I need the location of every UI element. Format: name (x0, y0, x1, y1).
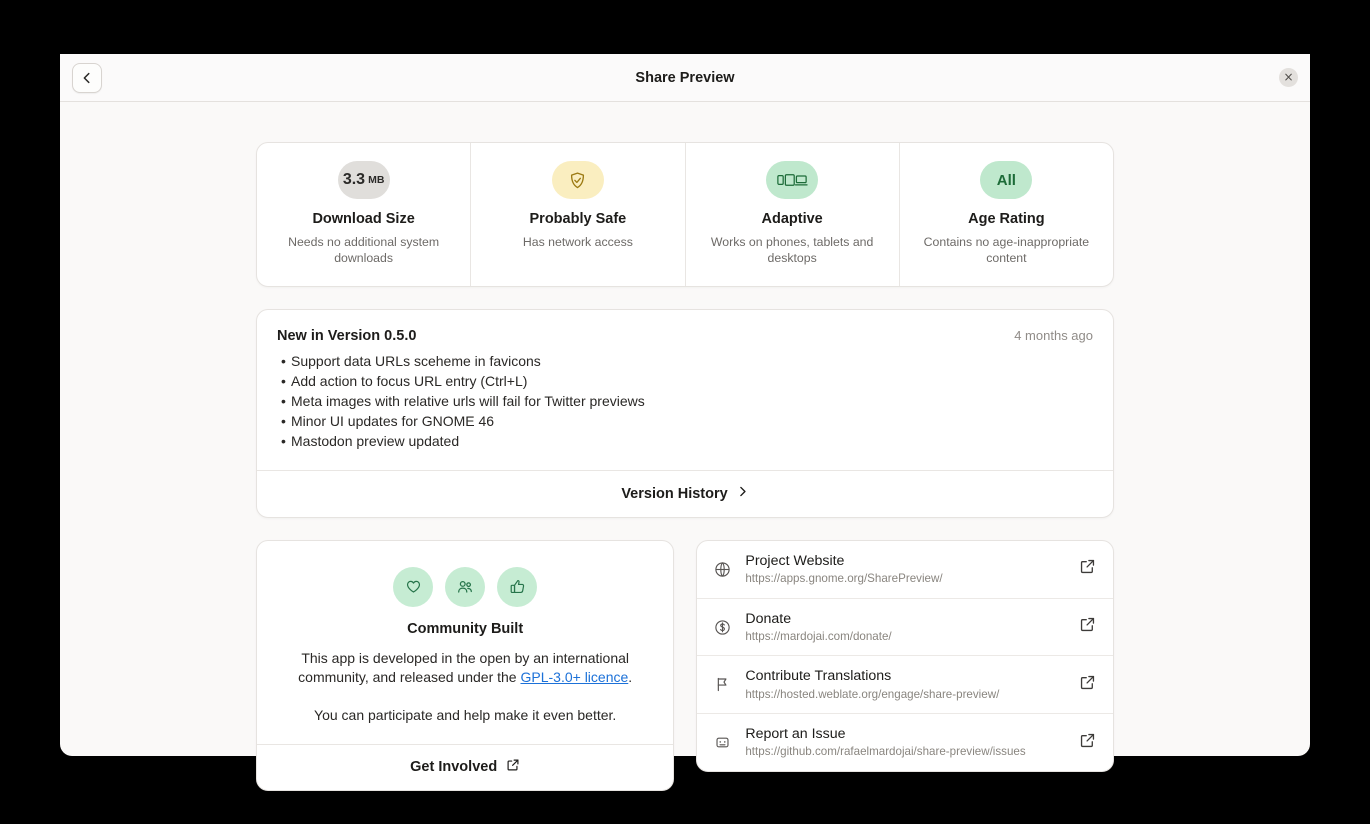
link-row-donate[interactable] (697, 599, 1113, 657)
app-stats-card (256, 142, 1114, 287)
external-link-icon[interactable] (1079, 616, 1097, 638)
list-item: • Mastodon preview updated (281, 432, 1093, 452)
community-text-after: . (628, 669, 633, 686)
link-row-report-issue[interactable] (697, 714, 1113, 771)
release-date: 4 months ago (1014, 328, 1093, 344)
link-title: Donate (745, 610, 792, 627)
community-paragraph-1 (281, 649, 649, 688)
community-card (256, 540, 674, 791)
stat-safety (471, 143, 685, 286)
external-link-icon[interactable] (1079, 558, 1097, 580)
age-rating-badge: All (980, 161, 1032, 199)
link-row-project-website[interactable] (697, 541, 1113, 599)
list-item: • Add action to focus URL entry (Ctrl+L) (281, 372, 1093, 392)
stat-description: Has network access (522, 235, 633, 249)
release-notes-list (257, 350, 1113, 469)
devices-icon (766, 161, 818, 199)
people-icon (445, 567, 485, 607)
chevron-left-icon (80, 71, 94, 85)
globe-icon (713, 561, 731, 578)
download-size-value: 3.3 (342, 171, 366, 188)
external-link-icon (506, 758, 520, 776)
version-history-button[interactable] (257, 471, 1113, 517)
link-title: Report an Issue (745, 726, 846, 743)
content-scroll-area[interactable] (60, 102, 1310, 791)
stat-title: Adaptive (761, 211, 823, 227)
community-icons (281, 567, 649, 607)
link-url: https://mardojai.com/donate/ (745, 629, 892, 643)
stat-description: Contains no age-inappropriate content (923, 235, 1090, 265)
community-text-before: This app is developed in the open by an international community, and released under the (298, 649, 630, 686)
download-size-badge (338, 161, 390, 199)
close-button[interactable]: × (1279, 68, 1298, 87)
stat-adaptive (686, 143, 900, 286)
page-title: Share Preview (635, 69, 735, 86)
release-version-title: New in Version 0.5.0 (277, 328, 417, 345)
stat-title: Probably Safe (529, 211, 627, 227)
links-card (696, 540, 1114, 772)
app-window (60, 54, 1310, 776)
stat-description: Needs no additional system downloads (288, 235, 440, 265)
link-url: https://hosted.weblate.org/engage/share-preview/ (745, 687, 1000, 701)
header-bar (60, 54, 1310, 102)
external-link-icon[interactable] (1079, 674, 1097, 696)
download-size-unit: MB (368, 174, 385, 186)
bottom-section (256, 540, 1114, 791)
back-button[interactable] (72, 63, 102, 93)
list-item: • Meta images with relative urls will fail for Twitter previews (281, 392, 1093, 412)
version-history-label: Version History (621, 485, 728, 502)
list-item: • Minor UI updates for GNOME 46 (281, 412, 1093, 432)
get-involved-button[interactable] (257, 744, 673, 790)
coin-icon (713, 619, 731, 636)
external-link-icon[interactable] (1079, 732, 1097, 754)
stat-age-rating (900, 143, 1113, 286)
link-title: Project Website (745, 552, 845, 569)
licence-link[interactable]: GPL-3.0+ licence (520, 669, 629, 686)
shield-check-icon (552, 161, 604, 199)
list-item: • Support data URLs sceheme in favicons (281, 352, 1093, 372)
stat-title: Age Rating (968, 211, 1045, 227)
chevron-right-icon (736, 485, 749, 502)
get-involved-label: Get Involved (410, 759, 498, 776)
release-header (257, 310, 1113, 350)
link-url: https://apps.gnome.org/SharePreview/ (745, 572, 943, 586)
link-row-contribute-translations[interactable] (697, 656, 1113, 714)
flag-icon (713, 676, 731, 693)
bug-icon (713, 734, 731, 751)
stat-title: Download Size (312, 211, 415, 227)
community-paragraph-2: You can participate and help make it even better. (314, 707, 617, 724)
release-notes-card (256, 309, 1114, 517)
thumbs-up-icon (497, 567, 537, 607)
heart-icon (393, 567, 433, 607)
link-url: https://github.com/rafaelmardojai/share-preview/issues (745, 745, 1026, 759)
stat-download-size (257, 143, 471, 286)
stat-description: Works on phones, tablets and desktops (710, 235, 874, 265)
community-title: Community Built (407, 620, 524, 637)
link-title: Contribute Translations (745, 668, 892, 685)
